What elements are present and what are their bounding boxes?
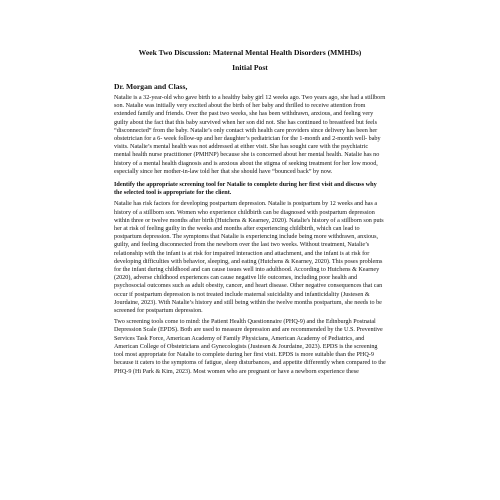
screening-tools-paragraph: Two screening tools come to mind: the Patient Health Questionnaire (PHQ-9) and the Edinburgh Postnatal Depression Scale (EPDS). Both are used to measure depression and are recommended by the U.S. Preventive Services Task Force, American Academy of Family Physicians, American Academy of Pediatrics, and American College of Obstetricians and Gynecologists (Justesen & Jourdaine, 2023). EPDS is the screening tool most appropriate for Natalie to complete during her first visit. EPDS is more suitable than the PHQ-9 because it caters to the symptoms of fatigue, sleep disturbances, and appetite differently when compared to the PHQ-9 (Hi Park & Kim, 2023). Most women who are pregnant or have a newborn experience these <box>114 319 386 375</box>
document-title: Week Two Discussion: Maternal Mental Health Disorders (MMHDs) <box>138 48 362 57</box>
case-paragraph: Natalie is a 32-year-old who gave birth to a healthy baby girl 12 weeks ago. Two years ago, she had a stillborn son. Natalie was initially very excited about the birth of her baby and thrilled to receive attention from extended family and friends. Over the past two weeks, she has been withdrawn, anxious, and feeling very guilty about the fact that this baby survived when her son did not. She has continued to breastfeed but feels “disconnected” from the baby. Natalie’s only contact with health care providers since delivery has been her obstetrician for a 6- week follow-up and her daughter’s pediatrician for the 1-month and 2-month well- baby visits. Natalie’s mental health was not addressed at either visit. She has sought care with the psychiatric mental health nurse practitioner (PMHNP) because she is concerned about her mental health. Natalie has no history of a mental health diagnosis and is anxious about the stigma of seeking treatment for her low mood, especially since her mother-in-law told her that she should have “bounced back” by now. <box>114 95 386 175</box>
salutation: Dr. Morgan and Class, <box>114 82 188 91</box>
risk-factors-paragraph: Natalie has risk factors for developing postpartum depression. Natalie is postpartum by 12 weeks and has a history of a stillborn son. Women who experience childbirth can be diagnosed with postpartum depression within three or twelve months after birth (Hutchens & Kearney, 2020). Natalie's history of a stillborn son puts her at risk of feeling guilty in the weeks and months after experiencing childbirth, which can lead to postpartum depression. The symptoms that Natalie is experiencing include being more withdrawn, anxious, guilty, and feeling disconnected from the newborn over the last two weeks. Without treatment, Natalie’s relationship with the infant is at risk for impaired interaction and attachment, and the infant is at risk for developing difficulties with behavior, sleeping, and eating (Hutchens & Kearney, 2020). This poses problems for the infant during childhood and can cause issues well into adulthood. According to Hutchens & Kearney (2020), adverse childhood experiences can cause negative life outcomes, including poor health and psychosocial outcomes such as adult obesity, cancer, and heart disease. Other negative consequences that can occur if postpartum depression is not treated include maternal suicidality and infanticidality (Justesen & Jourdaine, 2023). With Natalie’s history and still being within the twelve months postpartum, she needs to be screened for postpartum depression. <box>114 201 384 315</box>
document-subtitle: Initial Post <box>232 63 268 72</box>
document-body <box>114 48 386 379</box>
discussion-question: Identify the appropriate screening tool for Natalie to complete during her first visit and discuss why the selected tool is appropriate for the client. <box>114 181 377 197</box>
